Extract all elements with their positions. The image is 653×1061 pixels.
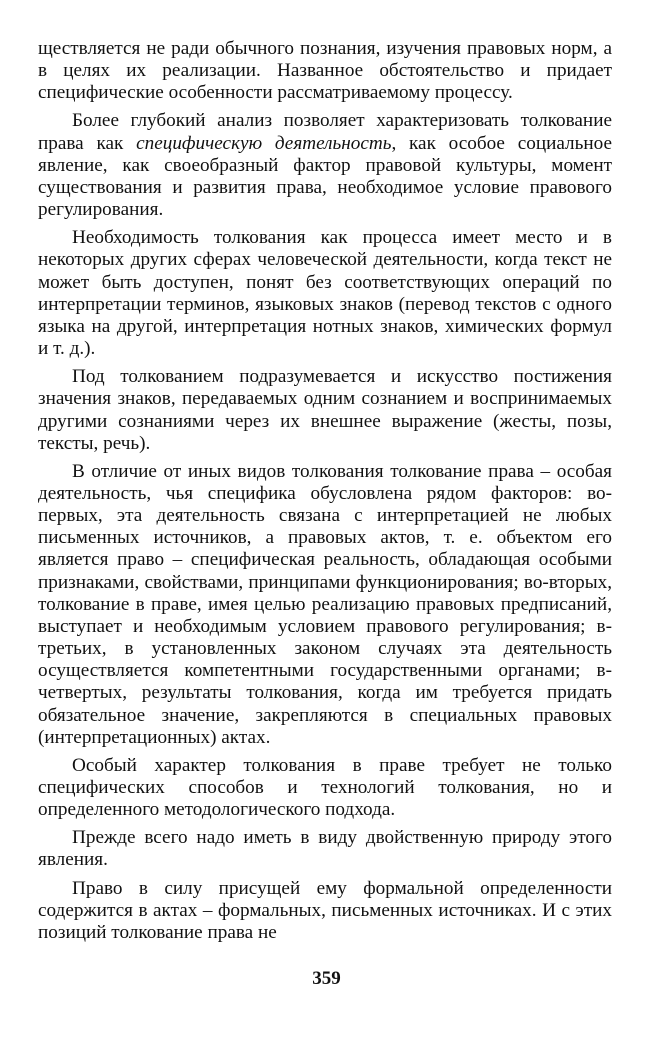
paragraph-2 <box>38 110 612 221</box>
paragraph-6: Особый характер толкования в праве требует не только специфических способов и технологий толкования, но и определенного методологического подхода. <box>38 754 612 821</box>
paragraph-5: В отличие от иных видов толкования толкование права – особая деятельность, чья специфика обусловлена рядом факторов: во-первых, эта деятельность связана с интерпретацией не любых письменных источников, а правовых актов, т. е. объектом его является право – специфическая реальность, обладающая особыми признаками, свойствами, принципами функционирования; во-вторых, толкование в праве, имея целью реализацию правовых предписаний, выступает и необходимым условием правового регулирования; в-третьих, в установленных законом случаях эта деятельность осуществляется компетентными государственными органами; в-четвертых, результаты толкования, когда им требуется придать обязательное значение, закрепляются в специальных правовых (интерпретационных) актах. <box>38 460 612 748</box>
paragraph-7: Прежде всего надо иметь в виду двойственную природу этого явления. <box>38 827 612 871</box>
paragraph-8: Право в силу присущей ему формальной определенности содержится в актах – формальных, письменных источниках. И с этих позиций толкование права не <box>38 877 612 943</box>
paragraph-3: Необходимость толкования как процесса имеет место и в некоторых других сферах человеческой деятельности, когда текст не может быть доступен, понят без соответствующих операций по интерпретации терминов, языковых знаков (перевод текстов с одного языка на другой, интерпретация нотных знаков, химических формул и т. д.). <box>38 227 612 360</box>
paragraph-2-text-start: Более глубокий анализ позволяет характеризовать толкование права как <box>38 110 612 154</box>
paragraph-4: Под толкованием подразумевается и искусство постижения значения знаков, передаваемых одним сознанием и воспринимаемых другими сознаниями через их внешнее выражение (жесты, позы, тексты, речь). <box>38 366 612 454</box>
paragraph-2-emphasis: специфическую деятельность <box>136 132 392 154</box>
paragraph-2-text-end: , как особое социальное явление, как своеобразный фактор правовой культуры, момент существования и развития права, необходимое условие правового регулирования. <box>38 132 612 221</box>
page-number: 359 <box>312 968 341 989</box>
paragraph-1: ществляется не ради обычного познания, изучения правовых норм, а в целях их реализации. Названное обстоятельство и придает специфические особенности рассматриваемому процессу. <box>38 38 612 104</box>
page-body <box>38 38 612 950</box>
